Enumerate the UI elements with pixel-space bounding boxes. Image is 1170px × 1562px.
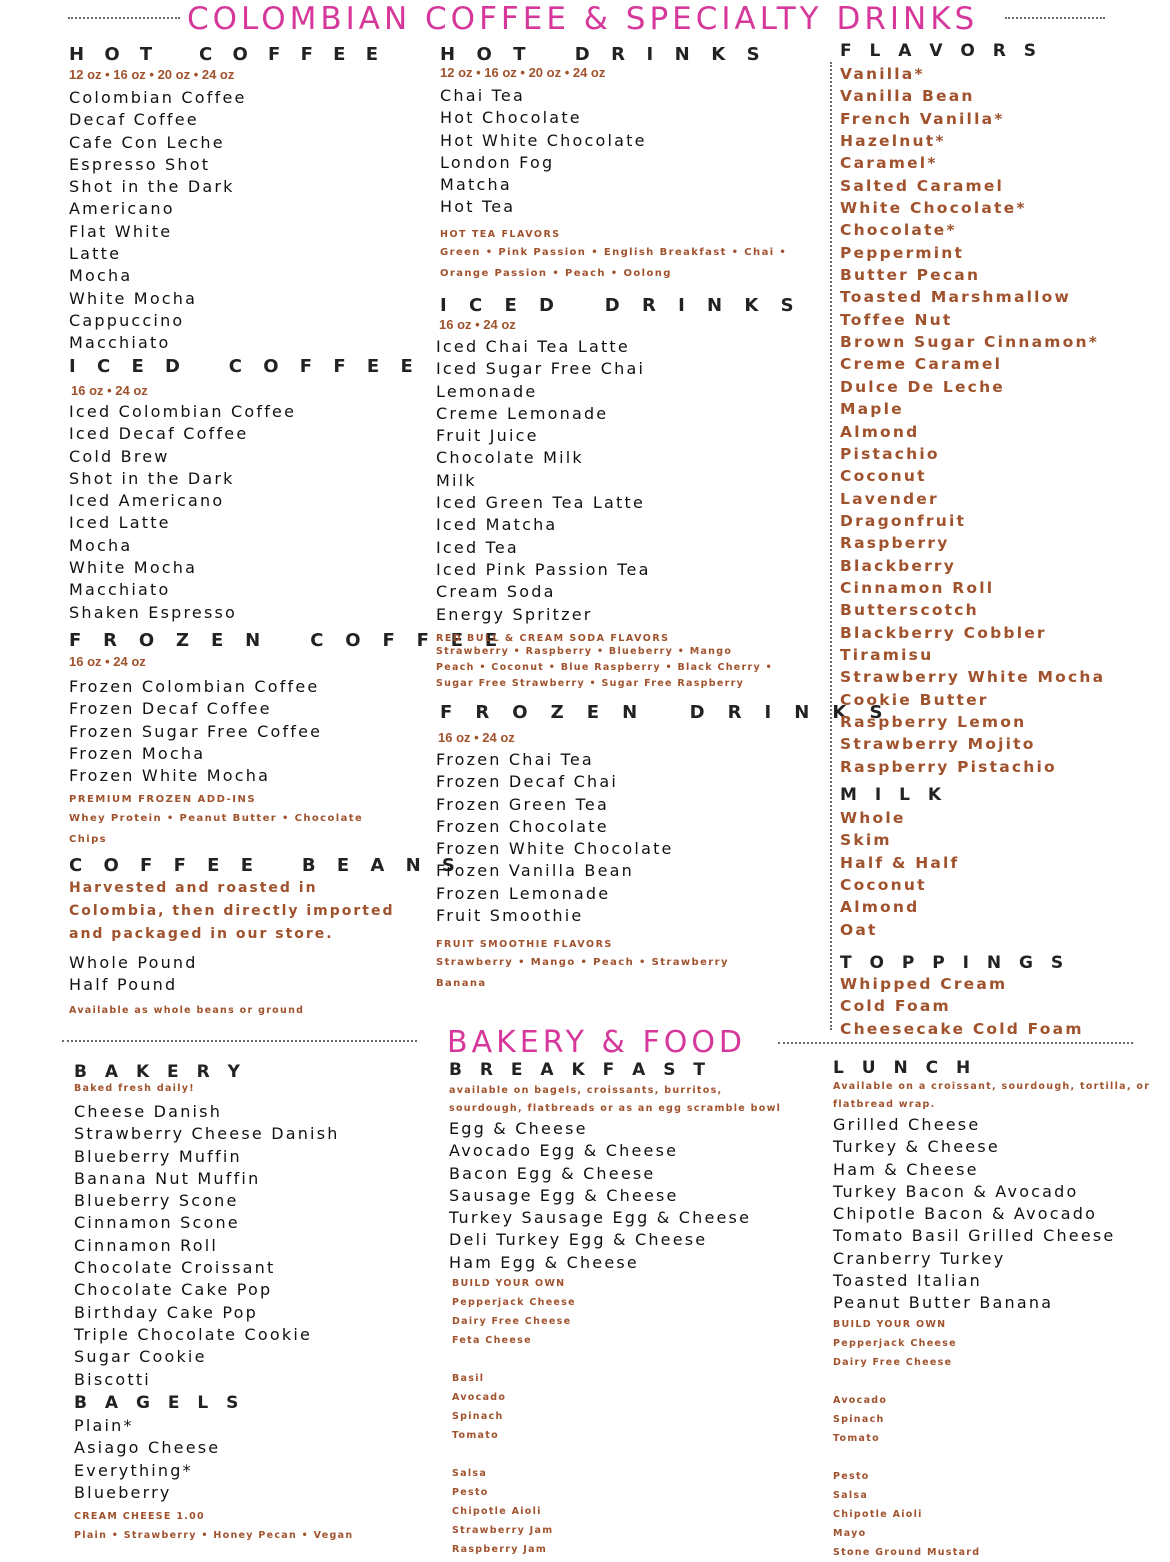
menu-item: Chocolate Cake Pop [74, 1280, 273, 1300]
note-line: sourdough, flatbreads or as an egg scramble bowl [449, 1103, 782, 1114]
lunch-byo-groups [833, 1334, 1163, 1562]
note-line: available on bagels, croissants, burritos, [449, 1085, 723, 1096]
section-title: T O P P I N G S [840, 953, 1070, 973]
menu-item: Blueberry [74, 1482, 172, 1502]
menu-item: Shot in the Dark [69, 177, 235, 197]
option-group [452, 1464, 809, 1559]
menu-item: Almond [840, 898, 920, 917]
menu-item: Iced Green Tea Latte [436, 493, 646, 513]
menu-item: White Chocolate* [840, 199, 1027, 218]
menu-item: Cream Soda [436, 582, 556, 602]
menu-item: Frozen Chocolate [436, 816, 609, 836]
menu-item: Fruit Smoothie [436, 906, 584, 926]
menu-item: Chocolate Milk [436, 448, 584, 468]
menu-item: Cinnamon Roll [840, 578, 995, 597]
sizes: 12 oz • 16 oz • 20 oz • 24 oz [69, 67, 235, 82]
red-bull-flavors-lines [436, 644, 821, 692]
breakfast-byo-groups [452, 1293, 809, 1559]
menu-item: Frozen Colombian Coffee [69, 677, 320, 696]
menu-item: Hot White Chocolate [440, 130, 647, 150]
menu-item: Dulce De Leche [840, 377, 1006, 396]
menu-item: Iced Chai Tea Latte [436, 337, 630, 356]
menu-item: Raspberry Pistachio [840, 757, 1057, 776]
menu-item: Avocado Egg & Cheese [449, 1141, 679, 1161]
menu-item: Matcha [440, 175, 512, 195]
option-item: Chipotle Aioli [452, 1506, 542, 1518]
menu-item: Pistachio [840, 444, 940, 463]
beans-description: Harvested and roasted in Colombia, then directly imported and packaged in our store. [69, 880, 395, 942]
option-group [452, 1369, 809, 1445]
menu-item: Iced Decaf Coffee [69, 424, 249, 444]
menu-item: Frozen White Mocha [69, 766, 271, 786]
option-item: Avocado [833, 1394, 888, 1406]
note-line: flatbread wrap. [833, 1099, 936, 1110]
menu-item: Oat [840, 920, 878, 939]
red-bull-flavors-title: RED BULL & CREAM SODA FLAVORS [436, 632, 670, 644]
menu-item: Strawberry White Mocha [840, 668, 1106, 687]
menu-item: Turkey Sausage Egg & Cheese [449, 1208, 752, 1228]
bagels-section [74, 1393, 434, 1545]
toppings-list [840, 973, 1160, 1040]
menu-item: French Vanilla* [840, 109, 1005, 128]
hot-drinks-list [440, 85, 820, 219]
menu-item: White Mocha [69, 558, 198, 578]
section-title: F L A V O R S [840, 41, 1043, 61]
menu-item: Egg & Cheese [449, 1119, 588, 1138]
milk-list [840, 807, 1160, 941]
banner-divider-right [1005, 17, 1105, 19]
menu-item: Strawberry Cheese Danish [74, 1124, 340, 1144]
menu-item: Americano [69, 199, 175, 219]
menu-item: Frozen Mocha [69, 743, 206, 763]
menu-item: Cafe Con Leche [69, 132, 225, 152]
smoothie-flavors-title: FRUIT SMOOTHIE FLAVORS [436, 939, 613, 951]
option-item: Pepperjack Cheese [833, 1337, 957, 1349]
menu-item: Cheese Danish [74, 1102, 223, 1121]
section-title: L U N C H [833, 1058, 977, 1078]
menu-item: Macchiato [69, 580, 171, 600]
menu-item: Brown Sugar Cinnamon* [840, 333, 1100, 352]
menu-item: Strawberry Mojito [840, 735, 1036, 754]
menu-item: Frozen Chai Tea [436, 750, 594, 769]
menu-item: Butterscotch [840, 601, 979, 620]
cream-cheese-title: CREAM CHEESE 1.00 [74, 1511, 205, 1523]
menu-item: Toasted Italian [833, 1271, 982, 1291]
section-title: B R E A K F A S T [449, 1060, 711, 1080]
menu-item: Toffee Nut [840, 310, 953, 329]
section-title: F R O Z E N C O F F E E [69, 630, 506, 651]
banner-divider-left [68, 17, 180, 19]
menu-item: Fruit Juice [436, 426, 539, 446]
flavors-divider [830, 62, 832, 1030]
menu-item: Blueberry Muffin [74, 1146, 242, 1166]
option-item: Salsa [452, 1468, 488, 1480]
menu-item: Coconut [840, 467, 927, 486]
menu-item: Sugar Cookie [74, 1347, 207, 1367]
menu-item: Chipotle Bacon & Avocado [833, 1204, 1098, 1224]
menu-item: Whole [840, 809, 906, 827]
menu-item: Creme Caramel [840, 355, 1003, 374]
hot-coffee-list [69, 87, 419, 355]
flavors-list [840, 63, 1160, 778]
sizes: 16 oz • 24 oz [71, 383, 148, 398]
sizes: 16 oz • 24 oz [69, 654, 146, 669]
menu-item: Milk [436, 470, 477, 490]
menu-item: Cookie Butter [840, 690, 989, 709]
option-item: Pesto [452, 1487, 489, 1499]
cream-cheese-text: Plain • Strawberry • Honey Pecan • Vegan [74, 1530, 354, 1542]
note-line: Strawberry • Raspberry • Blueberry • Mango [436, 645, 733, 657]
menu-item: Cranberry Turkey [833, 1248, 1006, 1268]
bakery-note: Baked fresh daily! [74, 1083, 195, 1094]
section-title: F R O Z E N D R I N K S [440, 702, 891, 723]
menu-item: Raspberry Lemon [840, 712, 1027, 731]
lunch-section [833, 1058, 1163, 1562]
menu-item: Shot in the Dark [69, 468, 235, 488]
option-item: Feta Cheese [452, 1335, 532, 1347]
section-title: H O T D R I N K S [440, 44, 768, 65]
menu-item: Turkey & Cheese [833, 1137, 1000, 1157]
menu-item: Cold Brew [69, 446, 170, 466]
section-title: H O T C O F F E E [69, 44, 386, 65]
menu-item: Triple Chocolate Cookie [74, 1324, 313, 1344]
bakery-section [74, 1062, 434, 1391]
beans-list [69, 952, 419, 997]
menu-item: Peanut Butter Banana [833, 1293, 1054, 1313]
menu-item: Dragonfruit [840, 511, 967, 530]
option-item: Mayo [833, 1527, 867, 1539]
menu-item: Iced Tea [436, 537, 519, 557]
menu-item: Macchiato [69, 333, 171, 353]
breakfast-section [449, 1060, 809, 1559]
sizes: 16 oz • 24 oz [438, 730, 515, 745]
menu-item: Half & Half [840, 853, 960, 872]
smoothie-flavors-text: Strawberry • Mango • Peach • Strawberry Banana [436, 957, 729, 990]
iced-coffee-list [69, 401, 419, 624]
menu-item: Flat White [69, 221, 173, 241]
coffee-beans-section [69, 855, 463, 1020]
note-line: Peach • Coconut • Blue Raspberry • Black Cherry • [436, 661, 773, 673]
menu-item: Iced Pink Passion Tea [436, 559, 651, 579]
menu-item: Birthday Cake Pop [74, 1302, 258, 1322]
menu-item: White Mocha [69, 288, 198, 308]
menu-item: Biscotti [74, 1369, 151, 1389]
option-item: Dairy Free Cheese [833, 1356, 953, 1368]
breakfast-note [449, 1082, 809, 1118]
option-item: Avocado [452, 1392, 507, 1404]
menu-item: Coconut [840, 876, 927, 895]
menu-item: Tiramisu [840, 645, 934, 664]
menu-item: Frozen Decaf Chai [436, 772, 618, 792]
menu-item: Frozen Sugar Free Coffee [69, 721, 323, 741]
section-title: I C E D D R I N K S [440, 295, 802, 316]
menu-item: Frozen Decaf Coffee [69, 699, 272, 719]
menu-item: Latte [69, 244, 122, 264]
option-item: Strawberry Jam [452, 1525, 554, 1537]
menu-item: Maple [840, 400, 904, 419]
flavors-section [840, 41, 1160, 778]
beans-note: Available as whole beans or ground [69, 1004, 305, 1016]
option-item: Stone Ground Mustard [833, 1546, 981, 1558]
option-item: Dairy Free Cheese [452, 1316, 572, 1328]
menu-item: Plain* [74, 1416, 134, 1435]
menu-item: Tomato Basil Grilled Cheese [833, 1226, 1116, 1246]
iced-drinks-section [436, 295, 821, 692]
section-title: I C E D C O F F E E [69, 356, 421, 377]
menu-item: Frozen Green Tea [436, 794, 609, 814]
menu-item: Salted Caramel [840, 176, 1005, 195]
menu-item: Banana Nut Muffin [74, 1168, 261, 1188]
menu-item: Whipped Cream [840, 975, 1008, 993]
frozen-coffee-section [69, 630, 506, 850]
menu-item: Blackberry [840, 556, 957, 575]
menu-item: Grilled Cheese [833, 1115, 981, 1134]
menu-item: Ham Egg & Cheese [449, 1252, 639, 1272]
option-group [833, 1467, 1163, 1562]
hot-tea-flavors-text: Green • Pink Passion • English Breakfast • Chai • Orange Passion • Peach • Oolong [440, 246, 788, 279]
menu-item: Sausage Egg & Cheese [449, 1185, 679, 1205]
option-item: Chipotle Aioli [833, 1508, 923, 1520]
menu-item: Iced Matcha [436, 515, 558, 535]
addins-text: Whey Protein • Peanut Butter • Chocolate Chips [69, 813, 364, 846]
hot-drinks-section [440, 44, 820, 284]
breakfast-byo-title: BUILD YOUR OWN [452, 1278, 566, 1290]
menu-item: Hazelnut* [840, 132, 946, 151]
milk-section [840, 785, 1160, 941]
iced-drinks-list [436, 336, 821, 626]
menu-item: Half Pound [69, 975, 178, 995]
option-item: Tomato [452, 1430, 499, 1442]
note-line: Available on a croissant, sourdough, tortilla, or [833, 1081, 1151, 1092]
menu-item: Whole Pound [69, 953, 198, 972]
menu-item: Asiago Cheese [74, 1438, 221, 1458]
menu-item: Everything* [74, 1460, 193, 1480]
menu-item: Cinnamon Roll [74, 1235, 218, 1255]
menu-item: Blackberry Cobbler [840, 623, 1047, 642]
menu-item: Lemonade [436, 381, 538, 401]
option-group [452, 1293, 809, 1350]
frozen-drinks-list [436, 749, 821, 927]
frozen-coffee-list [69, 676, 419, 787]
option-item: Basil [452, 1373, 485, 1385]
menu-item: Creme Lemonade [436, 403, 609, 423]
menu-item: Decaf Coffee [69, 110, 199, 130]
hot-tea-flavors-title: HOT TEA FLAVORS [440, 228, 561, 240]
bagels-list [74, 1415, 434, 1504]
menu-item: Raspberry [840, 534, 950, 553]
section-title: M I L K [840, 785, 948, 805]
hot-coffee-section [69, 44, 419, 355]
menu-item: Butter Pecan [840, 266, 981, 285]
option-item: Spinach [833, 1413, 885, 1425]
section-title: B A K E R Y [74, 1062, 246, 1082]
menu-item: Hot Chocolate [440, 108, 582, 128]
option-item: Spinach [452, 1411, 504, 1423]
lunch-note [833, 1078, 1163, 1114]
menu-item: Mocha [69, 266, 133, 286]
menu-item: Iced Americano [69, 491, 225, 511]
lunch-byo-title: BUILD YOUR OWN [833, 1318, 947, 1330]
menu-item: Iced Sugar Free Chai [436, 359, 646, 379]
menu-item: Cheesecake Cold Foam [840, 1019, 1084, 1038]
toppings-section [840, 953, 1160, 1040]
menu-item: Lavender [840, 489, 939, 508]
menu-item: Colombian Coffee [69, 88, 247, 107]
option-item: Raspberry Jam [452, 1544, 548, 1556]
menu-item: Cold Foam [840, 997, 951, 1016]
menu-item: Energy Spritzer [436, 604, 593, 624]
menu-item: Skim [840, 831, 892, 850]
option-item: Pepperjack Cheese [452, 1297, 576, 1309]
menu-item: Iced Colombian Coffee [69, 402, 297, 421]
iced-coffee-section [69, 356, 419, 624]
menu-item: Frozen Lemonade [436, 883, 611, 903]
sizes: 16 oz • 24 oz [439, 317, 516, 332]
menu-item: Peppermint [840, 243, 965, 262]
food-divider-right [778, 1042, 1133, 1044]
menu-item: Frozen Vanilla Bean [436, 861, 634, 881]
food-title: BAKERY & FOOD [447, 1025, 747, 1060]
breakfast-list [449, 1118, 809, 1274]
menu-item: Chai Tea [440, 86, 525, 105]
menu-item: Blueberry Scone [74, 1191, 239, 1211]
menu-title: COLOMBIAN COFFEE & SPECIALTY DRINKS [187, 1, 979, 37]
option-item: Salsa [833, 1489, 869, 1501]
section-title: C O F F E E B E A N S [69, 855, 463, 876]
option-item: Tomato [833, 1432, 880, 1444]
lunch-list [833, 1114, 1163, 1315]
menu-item: Deli Turkey Egg & Cheese [449, 1230, 708, 1250]
menu-item: Vanilla* [840, 65, 925, 83]
menu-item: Cinnamon Scone [74, 1213, 240, 1233]
option-group [833, 1391, 1163, 1448]
menu-item: Caramel* [840, 154, 938, 173]
food-divider-left [62, 1040, 417, 1042]
menu-item: Vanilla Bean [840, 87, 975, 106]
menu-item: Iced Latte [69, 513, 171, 533]
menu-item: Bacon Egg & Cheese [449, 1163, 656, 1183]
addins-title: PREMIUM FROZEN ADD-INS [69, 794, 257, 806]
menu-item: Cappuccino [69, 310, 185, 330]
menu-item: Hot Tea [440, 197, 516, 217]
menu-item: Shaken Espresso [69, 602, 237, 622]
menu-item: Chocolate* [840, 221, 957, 240]
menu-item: Turkey Bacon & Avocado [833, 1181, 1079, 1201]
section-title: B A G E L S [74, 1393, 245, 1413]
menu-item: Ham & Cheese [833, 1159, 979, 1179]
option-group [833, 1334, 1163, 1372]
menu-item: Toasted Marshmallow [840, 288, 1072, 307]
menu-item: Espresso Shot [69, 154, 211, 174]
sizes: 12 oz • 16 oz • 20 oz • 24 oz [440, 65, 606, 80]
menu-item: London Fog [440, 152, 555, 172]
menu-item: Mocha [69, 535, 133, 555]
menu-item: Chocolate Croissant [74, 1258, 276, 1278]
menu-item: Almond [840, 422, 920, 441]
bakery-list [74, 1101, 434, 1391]
menu-item: Frozen White Chocolate [436, 839, 674, 859]
option-item: Pesto [833, 1470, 870, 1482]
note-line: Sugar Free Strawberry • Sugar Free Raspberry [436, 677, 745, 689]
